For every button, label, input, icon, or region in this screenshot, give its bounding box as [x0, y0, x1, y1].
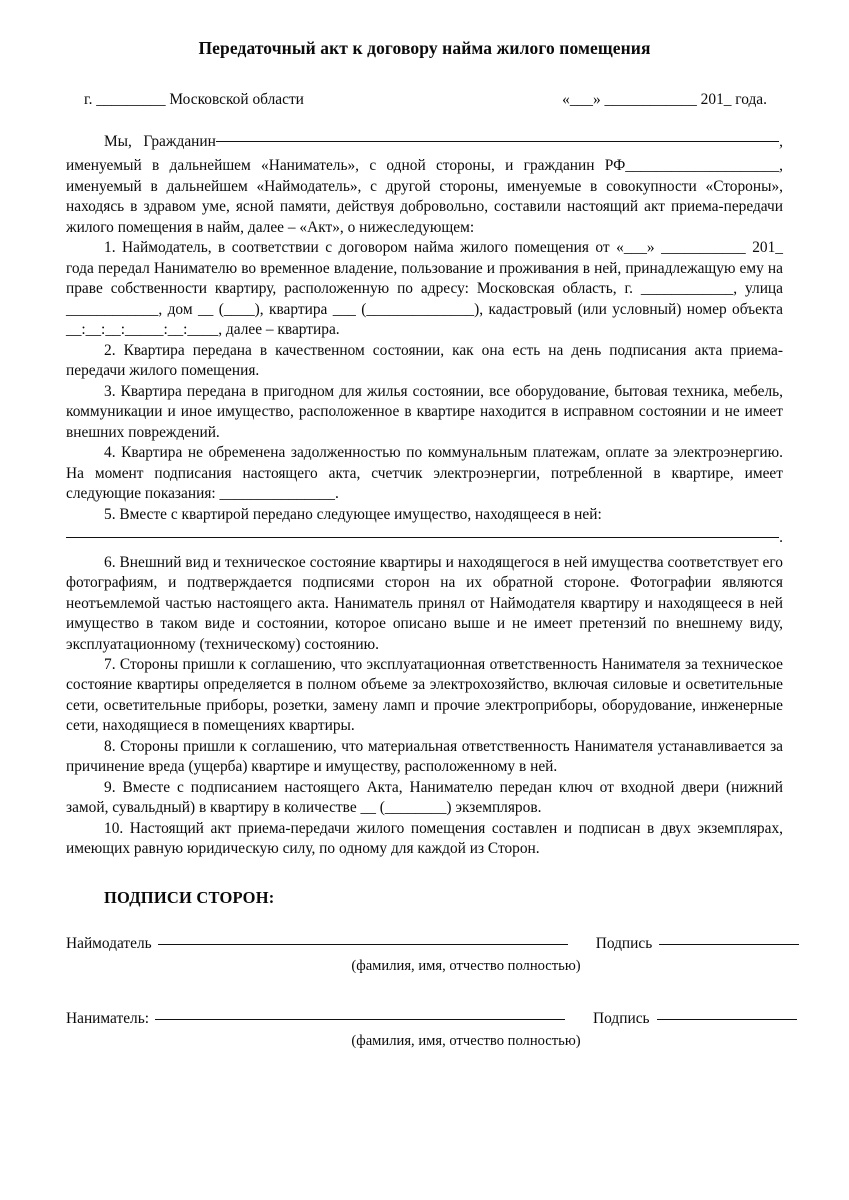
- tenant-signature-rule[interactable]: [657, 1019, 797, 1020]
- clause-5-period: .: [779, 529, 783, 547]
- party-name-comma: ,: [779, 132, 783, 150]
- signatures-heading: ПОДПИСИ СТОРОН:: [104, 887, 275, 907]
- landlord-name-caption: (фамилия, имя, отчество полностью): [351, 957, 581, 974]
- signature-block-landlord: [66, 934, 783, 975]
- clause-10: 10. Настоящий акт приема-передачи жилого помещения составлен и подписан в двух экземплярах, имеющих равную юридическую силу, по одному для каждой из Сторон.: [66, 819, 783, 858]
- clause-7: 7. Стороны пришли к соглашению, что эксплуатационная ответственность Нанимателя за техническое состояние квартиры определяется в полном объеме за электрохозяйство, включая силовые и осветительные сети, осветительные приборы, розетки, замену ламп и прочие электроприборы, оборудование, инженерные сети, находящиеся в помещениях квартиры.: [66, 656, 783, 735]
- landlord-role-label: Наймодатель: [66, 934, 152, 952]
- clause-4: 4. Квартира не обременена задолженностью по коммунальным платежам, оплате за электроэнергию. На момент подписания настоящего акта, счетчик электроэнергии, потребленной в квартире, имеет следующие показания: _______________.: [66, 444, 783, 503]
- tenant-signature-label: Подпись: [593, 1010, 650, 1028]
- signature-block-tenant: [66, 1009, 783, 1050]
- landlord-signature-label: Подпись: [595, 934, 653, 952]
- clause-3: 3. Квартира передана в пригодном для жилья состоянии, все оборудование, бытовая техника, мебель, коммуникации и иное имущество, расположенное в квартире находится в исправном состоянии и не имеет внешних повреждений.: [66, 382, 783, 441]
- document-header-row: [66, 90, 783, 110]
- clause-5-rule: [66, 537, 779, 538]
- landlord-name-rule-secondary[interactable]: [408, 944, 568, 945]
- tenant-name-rule-primary[interactable]: [155, 1019, 405, 1020]
- landlord-name-rule-primary[interactable]: [158, 944, 408, 945]
- date-field: «___» ____________ 201_ года.: [562, 90, 767, 108]
- clause-6: 6. Внешний вид и техническое состояние квартиры и находящегося в ней имущества соответствует его фотографиям, и подтверждается подписями сторон на их обратной стороне. Фотографии являются неотъемлемой частью настоящего акта. Наниматель принял от Наймодателя квартиру и находящееся в ней имущество в таком виде и состоянии, которое описано выше и не имеет претензий по внешнему виду, эксплуатационному (техническому) состоянию.: [66, 553, 783, 653]
- clause-8: 8. Стороны пришли к соглашению, что материальная ответственность Нанимателя устанавливается за причинение вреда (ущерба) квартире и имуществу, расположенному в ней.: [66, 737, 783, 776]
- clause-5-blank-line: [66, 528, 783, 548]
- page-title: Передаточный акт к договору найма жилого помещения: [198, 38, 651, 58]
- party-name-label: Мы, Гражданин: [104, 132, 216, 150]
- clause-9: 9. Вместе с подписанием настоящего Акта, Нанимателю передан ключ от входной двери (нижний замой, сувальдный) в квартиру в количестве __ (________) экземпляров.: [66, 778, 783, 817]
- clause-5: 5. Вместе с квартирой передано следующее имущество, находящееся в ней:: [104, 505, 602, 523]
- landlord-signature-rule[interactable]: [659, 944, 799, 945]
- clause-2: 2. Квартира передана в качественном состоянии, как она есть на день подписания акта приема-передачи жилого помещения.: [66, 341, 783, 380]
- clause-1: 1. Наймодатель, в соответствии с договором найма жилого помещения от «___» ___________ 201_ года передал Нанимателю во временное владение, пользование и проживания в ней, принадлежащую ему на праве собственности квартиру, расположенную по адресу: Московская область, г. ____________, улица ____________, дом __ (____), квартира ___ (______________), кадастровый (или условный) номер объекта __:__:__:_____:__:____, далее – квартира.: [66, 239, 783, 339]
- tenant-role-label: Наниматель:: [66, 1010, 150, 1028]
- document-content: [66, 38, 783, 1050]
- city-field: г. _________ Московской области: [84, 90, 304, 108]
- tenant-name-caption: (фамилия, имя, отчество полностью): [351, 1033, 581, 1050]
- preamble-paragraph: именуемый в дальнейшем «Наниматель», с одной стороны, и гражданин РФ____________________, именуемый в дальнейшем «Наймодатель», с другой стороны, именуемые в совокупности «Стороны», находясь в здравом уме, ясной памяти, действуя добровольно, составили настоящий акт приема-передачи жилого помещения в найм, далее – «Акт», о нижеследующем:: [66, 157, 783, 236]
- signature-row: [66, 1009, 783, 1029]
- tenant-name-rule-secondary[interactable]: [405, 1019, 565, 1020]
- signature-row: [66, 934, 783, 954]
- party-name-rule: [216, 141, 779, 142]
- party-name-line: [66, 132, 783, 152]
